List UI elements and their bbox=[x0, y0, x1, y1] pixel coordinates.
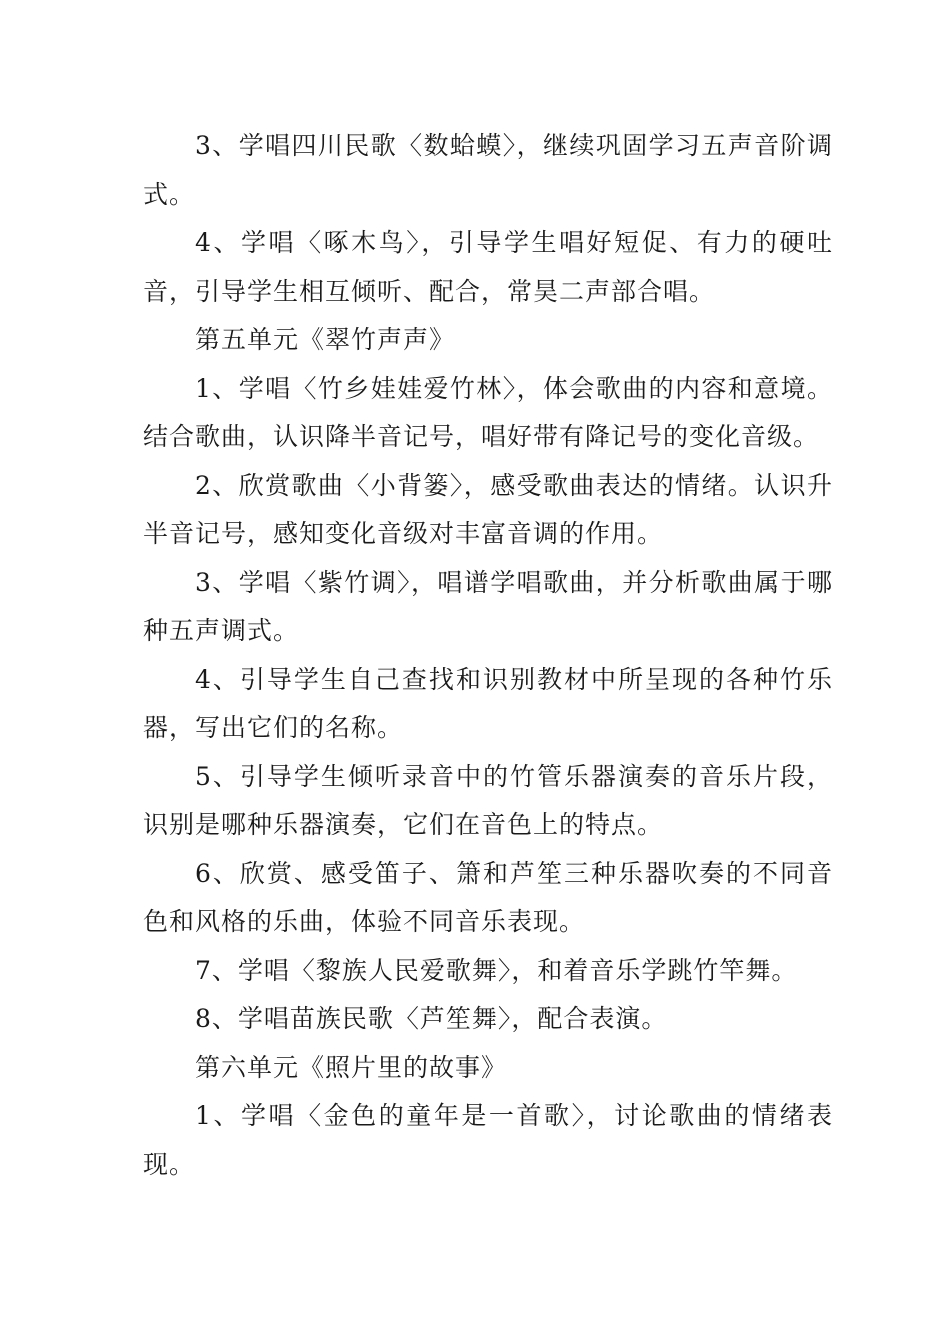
paragraph-unit5-item2: 2、欣赏歌曲〈小背篓〉，感受歌曲表达的情绪。认识升半音记号，感知变化音级对丰富音调的作用。 bbox=[143, 470, 833, 548]
paragraph-unit5-item4: 4、引导学生自己查找和识别教材中所呈现的各种竹乐器，写出它们的名称。 bbox=[143, 664, 833, 742]
paragraph-unit5-item5: 5、引导学生倾听录音中的竹管乐器演奏的音乐片段，识别是哪种乐器演奏，它们在音色上的特点。 bbox=[143, 761, 833, 839]
paragraph-unit5-item1: 1、学唱〈竹乡娃娃爱竹林〉，体会歌曲的内容和意境。结合歌曲，认识降半音记号，唱好带有降记号的变化音级。 bbox=[143, 373, 833, 451]
unit5-heading: 第五单元《翠竹声声》 bbox=[195, 325, 456, 354]
paragraph-unit4-item3: 3、学唱四川民歌〈数蛤蟆〉，继续巩固学习五声音阶调式。 bbox=[143, 131, 833, 209]
paragraph-unit5-item6: 6、欣赏、感受笛子、箫和芦笙三种乐器吹奏的不同音色和风格的乐曲，体验不同音乐表现。 bbox=[143, 858, 833, 936]
paragraph-unit6-item1: 1、学唱〈金色的童年是一首歌〉，讨论歌曲的情绪表现。 bbox=[143, 1101, 833, 1179]
paragraph-unit5-item3: 3、学唱〈紫竹调〉，唱谱学唱歌曲，并分析歌曲属于哪种五声调式。 bbox=[143, 567, 833, 645]
unit6-heading: 第六单元《照片里的故事》 bbox=[195, 1052, 508, 1082]
paragraph-unit5-item8: 8、学唱苗族民歌〈芦笙舞〉，配合表演。 bbox=[195, 1004, 668, 1033]
paragraph-unit4-item4: 4、学唱〈啄木鸟〉，引导学生唱好短促、有力的硬吐音，引导学生相互倾听、配合，常昊二声部合唱。 bbox=[143, 228, 833, 306]
paragraph-unit5-item7: 7、学唱〈黎族人民爱歌舞〉，和着音乐学跳竹竿舞。 bbox=[195, 955, 798, 985]
document-body bbox=[143, 122, 833, 1189]
